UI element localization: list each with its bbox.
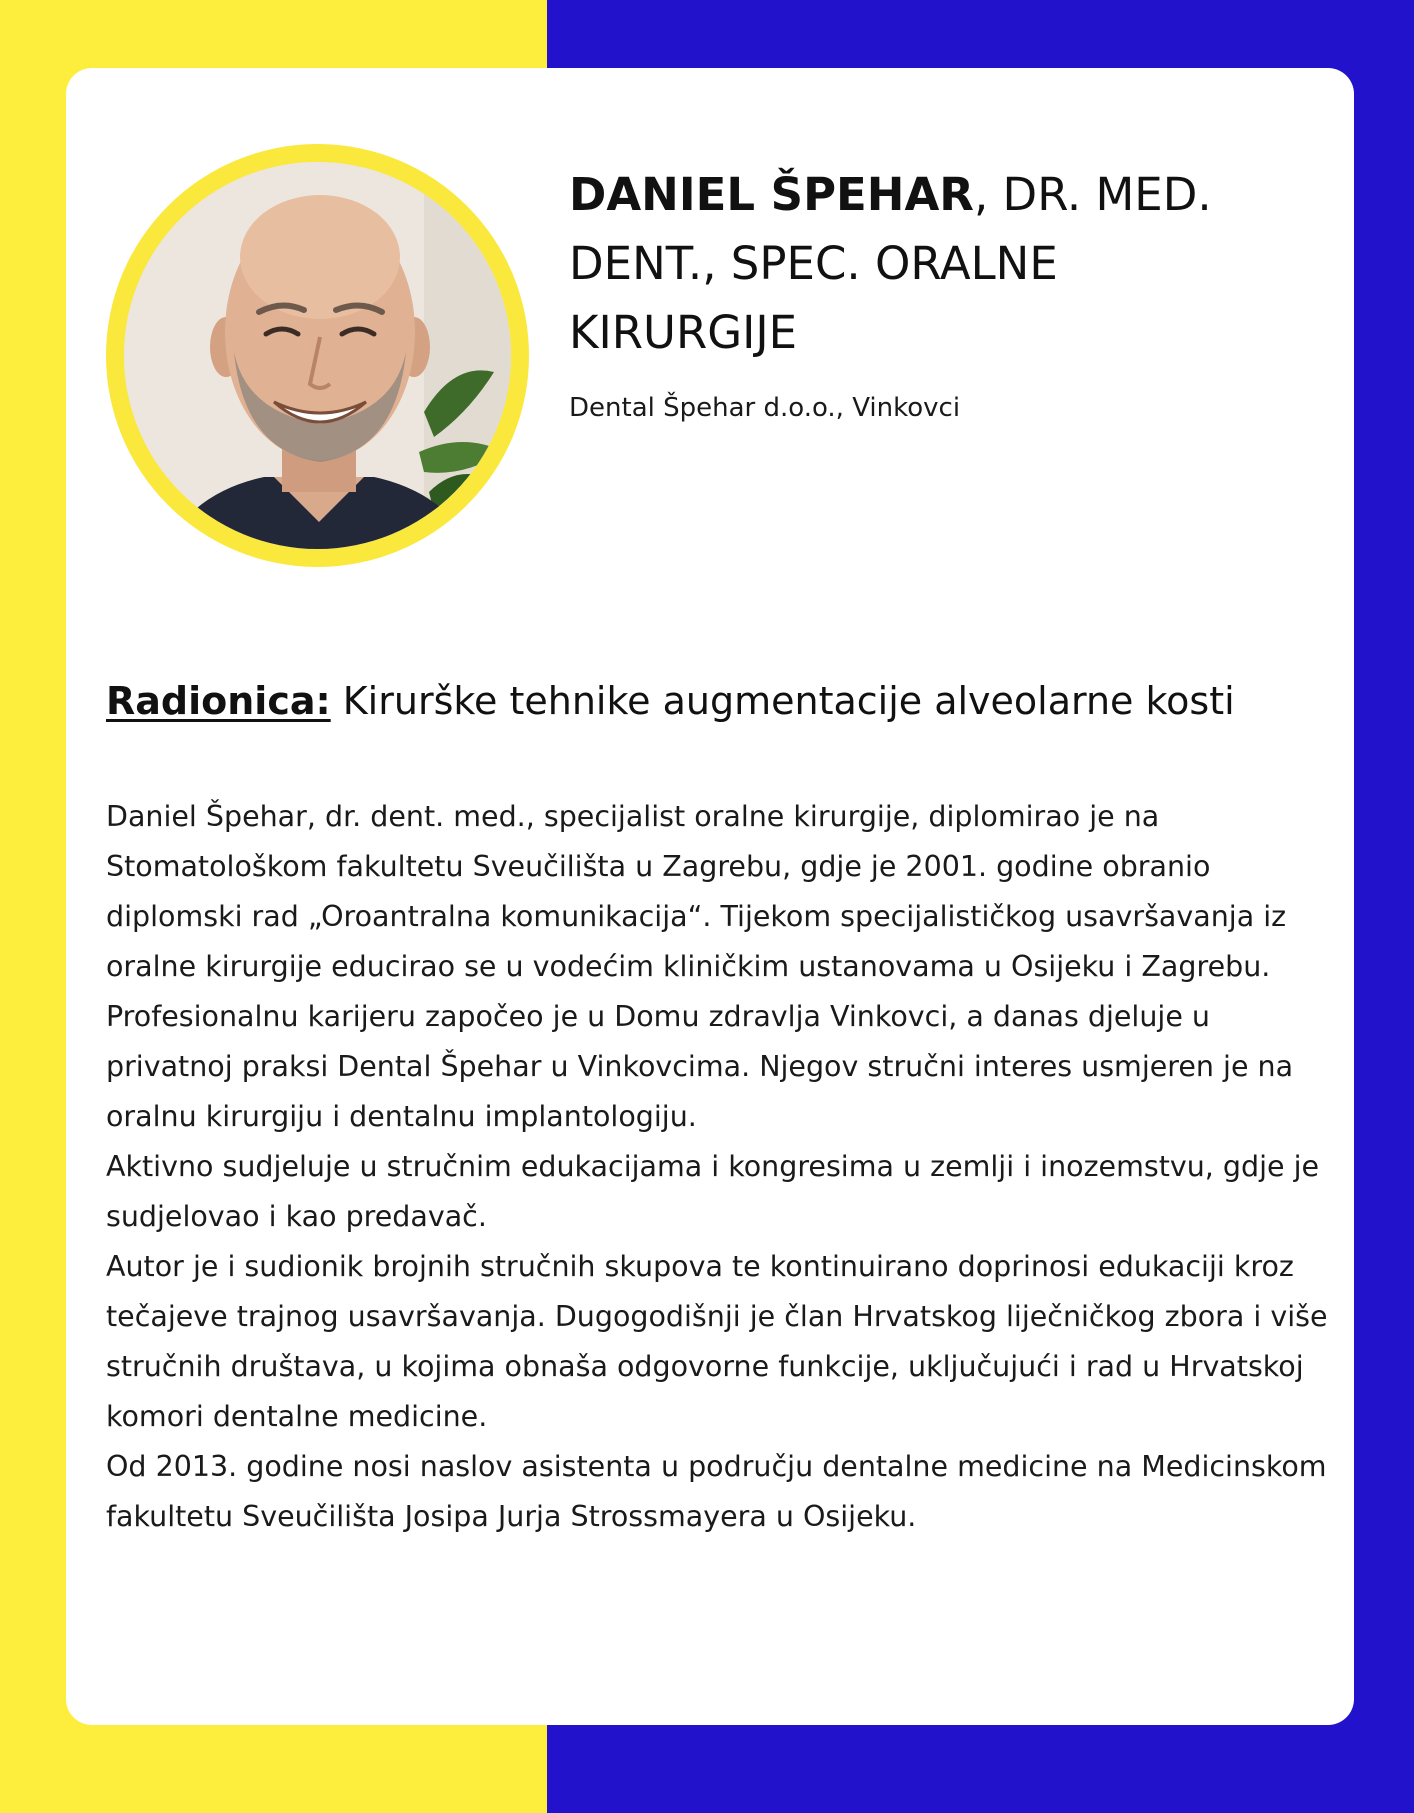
workshop-title: Kirurške tehnike augmentacije alveolarne kosti <box>330 679 1235 723</box>
speaker-affiliation: Dental Špehar d.o.o., Vinkovci <box>569 393 961 423</box>
speaker-name-title <box>569 160 1289 367</box>
workshop-label: Radionica: <box>106 679 331 723</box>
portrait-illustration <box>124 162 511 549</box>
avatar-ring <box>106 144 529 567</box>
workshop-heading <box>106 675 1306 727</box>
bio-paragraph: Aktivno sudjeluje u stručnim edukacijama i kongresima u zemlji i inozemstvu, gdje je sudjelovao i kao predavač. <box>106 1150 1320 1233</box>
speaker-biography <box>106 792 1336 1542</box>
speaker-header <box>569 160 1289 425</box>
bio-paragraph: Profesionalnu karijeru započeo je u Domu zdravlja Vinkovci, a danas djeluje u privatnoj praksi Dental Špehar u Vinkovcima. Njegov stručni interes usmjeren je na oralnu kirurgiju i dentalnu implantologiju. <box>106 1000 1294 1133</box>
speaker-title: , DR. MED. DENT., SPEC. ORALNE KIRURGIJE <box>569 168 1212 359</box>
bio-paragraph: Autor je i sudionik brojnih stručnih skupova te kontinuirano doprinosi edukaciji kroz tečajeve trajnog usavršavanja. Dugogodišnji je član Hrvatskog liječničkog zbora i više stručnih društava, u kojima obnaša odgovorne funkcije, uključujući i rad u Hrvatskoj komori dentalne medicine. <box>106 1250 1328 1433</box>
portrait-photo <box>124 162 511 549</box>
bio-paragraph: Daniel Špehar, dr. dent. med., specijalist oralne kirurgije, diplomirao je na Stomatološkom fakultetu Sveučilišta u Zagrebu, gdje je 2001. godine obranio diplomski rad „Oroantralna komunikacija“. Tijekom specijalističkog usavršavanja iz oralne kirurgije educirao se u vodećim kliničkim ustanovama u Osijeku i Zagrebu. <box>106 800 1287 983</box>
speaker-name: DANIEL ŠPEHAR <box>569 168 974 221</box>
bio-paragraph: Od 2013. godine nosi naslov asistenta u području dentalne medicine na Medicinskom fakultetu Sveučilišta Josipa Jurja Strossmayera u Osijeku. <box>106 1450 1327 1533</box>
